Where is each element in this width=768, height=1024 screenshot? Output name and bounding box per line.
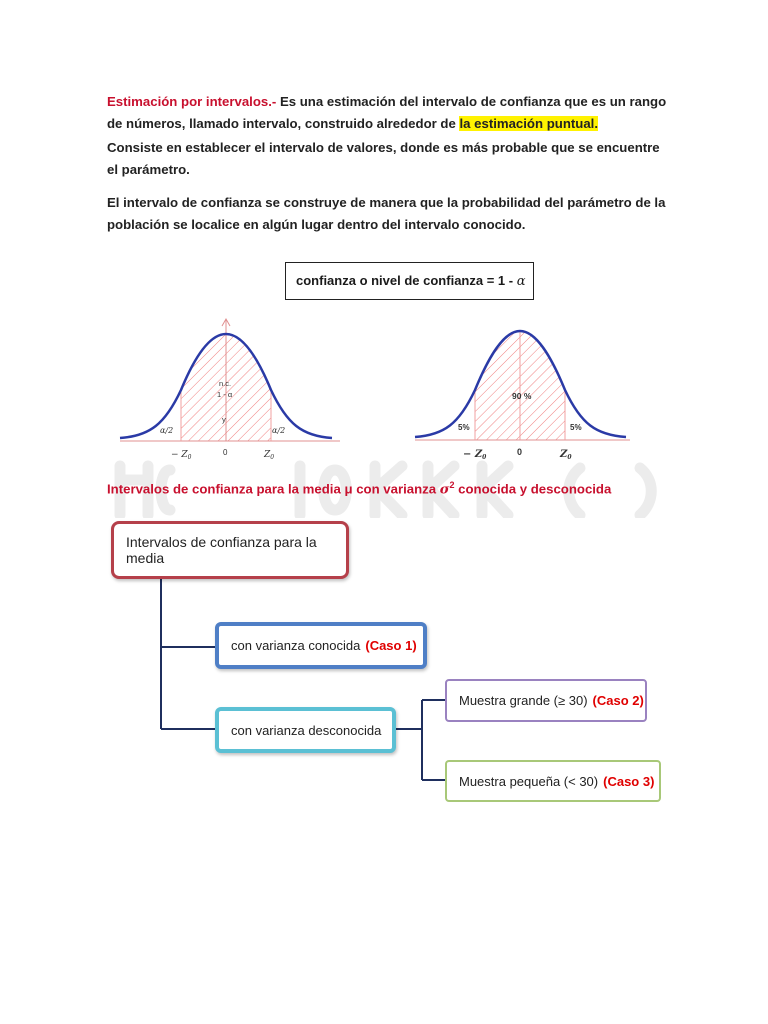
root-label: Intervalos de confianza para la media — [126, 534, 317, 566]
case-2-label: (Caso 2) — [592, 693, 644, 708]
root-node — [111, 521, 349, 579]
section-heading: Intervalos de confianza para la media μ con varianza $\sigma^2$ conocida y desconocida — [107, 480, 612, 498]
x-left-sub: 0 — [187, 454, 192, 461]
unknown-variance-node — [215, 707, 396, 753]
small-label: Muestra pequeña (< 30) — [459, 773, 599, 789]
right-normal-curve — [410, 318, 635, 464]
left-tail-label: α/2 — [160, 426, 174, 435]
sigma-symbol: σ — [439, 482, 450, 498]
left-tail-label: 5% — [458, 423, 470, 432]
second-paragraph: Consiste en establecer el intervalo de valores, donde es más probable que se encuentre el parámetro. — [107, 140, 660, 177]
x-left-label: − Z — [171, 450, 188, 460]
third-paragraph: El intervalo de confianza se construye de manera que la probabilidad del parámetro de la población se localice en algún lugar dentro del intervalo conocido. — [107, 195, 666, 232]
alpha-symbol: α — [516, 274, 526, 289]
highlighted-text: la estimación puntual. — [459, 116, 598, 131]
right-tail-label: 5% — [570, 423, 582, 432]
large-label: Muestra grande (≥ 30) — [459, 693, 588, 708]
x-right-label: Z — [560, 449, 568, 460]
center-label: 90 % — [512, 391, 532, 401]
known-label: con varianza conocida — [231, 638, 361, 653]
x-right-sub: 0 — [270, 454, 275, 461]
x-center-label: 0 — [517, 447, 523, 457]
confidence-formula-box — [285, 262, 534, 300]
case-1-label: (Caso 1) — [365, 638, 417, 653]
x-center-label: 0 — [223, 448, 228, 457]
x-right-sub: 0 — [567, 454, 572, 461]
x-left-sub: 0 — [482, 454, 487, 461]
small-sample-node — [445, 760, 661, 802]
formula-text: confianza o nivel de confianza = 1 - — [296, 273, 517, 288]
known-variance-node — [215, 622, 427, 669]
x-right-label: Z — [264, 450, 271, 460]
center-label-2: 1 - α — [217, 390, 233, 399]
unknown-label: con varianza desconocida — [231, 722, 382, 738]
center-label-3: y — [222, 415, 226, 424]
x-left-label: − Z — [463, 449, 483, 460]
intro-paragraph — [107, 91, 667, 135]
term-title: Estimación por intervalos.- — [107, 94, 277, 109]
right-tail-label: α/2 — [272, 426, 286, 435]
center-label-1: n.c. — [219, 379, 232, 388]
large-sample-node — [445, 679, 647, 722]
intro-text: Es una estimación del intervalo de confianza que es un rango de números, llamado intervalo, construido alrededor de — [107, 94, 667, 131]
case-3-label: (Caso 3) — [603, 773, 655, 789]
left-normal-curve — [115, 316, 345, 466]
